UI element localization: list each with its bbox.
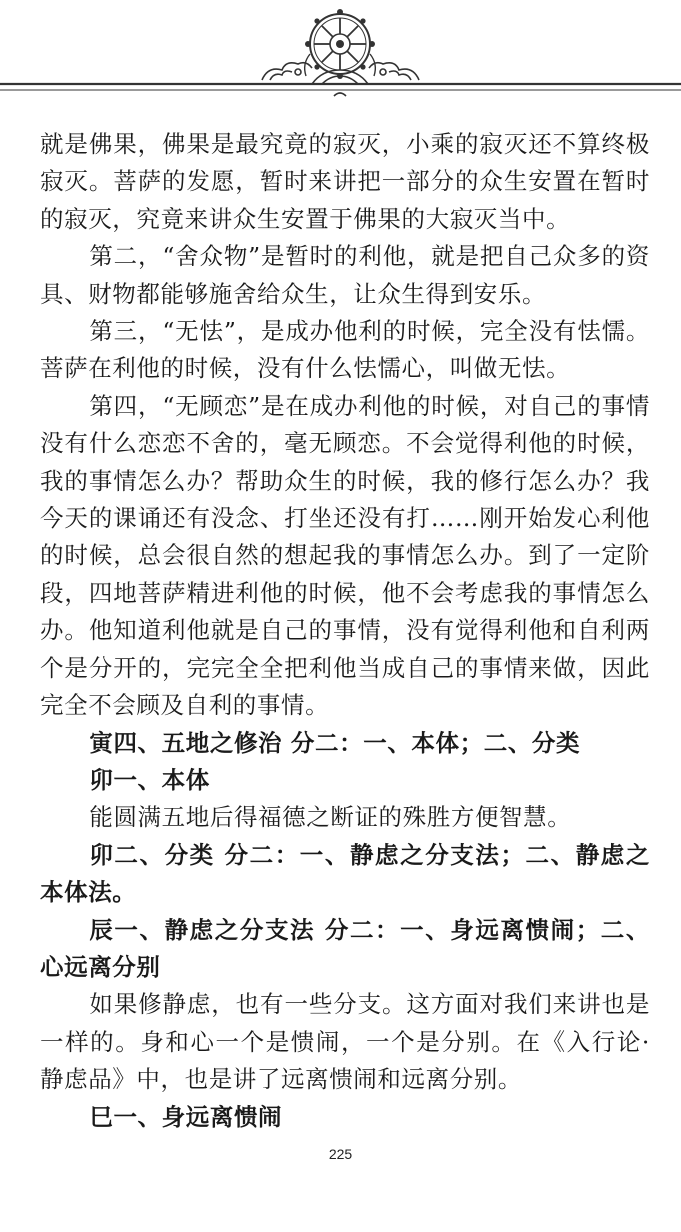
paragraph: 能圆满五地后得福德之断证的殊胜方便智慧。 <box>89 803 572 832</box>
paragraph: 如果修静虑，也有一些分支。这方面对我们来讲也是一样的。身和心一个是愦闹，一个是分别。在《入行论·静虑品》中，也是讲了远离愦闹和远离分别。 <box>40 990 650 1094</box>
header-ornament <box>0 0 681 110</box>
section-heading: 巳一、身远离愦闹 <box>89 1102 283 1131</box>
section-heading: 寅四、五地之修治 分二：一、本体；二、分类 <box>89 728 581 757</box>
page-body <box>40 126 650 1136</box>
paragraph: 第四，“无顾恋”是在成办利他的时候，对自己的事情没有什么恋恋不舍的，毫无顾恋。不会觉得利他的时候，我的事情怎么办？帮助众生的时候，我的修行怎么办？我今天的课诵还有没念、打坐还没有打……刚开始发心利他的时候，总会很自然的想起我的事情怎么办。到了一定阶段，四地菩萨精进利他的时候，他不会考虑我的事情怎么办。他知道利他就是自己的事情，没有觉得利他和自利两个是分开的，完完全全把利他当成自己的事情来做，因此完全不会顾及自利的事情。 <box>40 391 650 720</box>
paragraph: 就是佛果，佛果是最究竟的寂灭，小乘的寂灭还不算终极寂灭。菩萨的发愿，暂时来讲把一部分的众生安置在暂时的寂灭，究竟来讲众生安置于佛果的大寂灭当中。 <box>40 130 650 233</box>
paragraph: 第三，“无怯”，是成办他利的时候，完全没有怯懦。菩萨在利他的时候，没有什么怯懦心，叫做无怯。 <box>40 317 650 383</box>
page-number: 225 <box>328 1146 353 1162</box>
dharma-wheel-icon <box>0 0 681 110</box>
section-heading: 辰一、静虑之分支法 分二：一、身远离愦闹；二、心远离分别 <box>40 915 650 981</box>
section-heading: 卯二、分类 分二：一、静虑之分支法；二、静虑之本体法。 <box>40 840 650 907</box>
paragraph: 第二，“舍众物”是暂时的利他，就是把自己众多的资具、财物都能够施舍给众生，让众生得到安乐。 <box>40 242 650 308</box>
section-heading: 卯一、本体 <box>89 765 210 794</box>
